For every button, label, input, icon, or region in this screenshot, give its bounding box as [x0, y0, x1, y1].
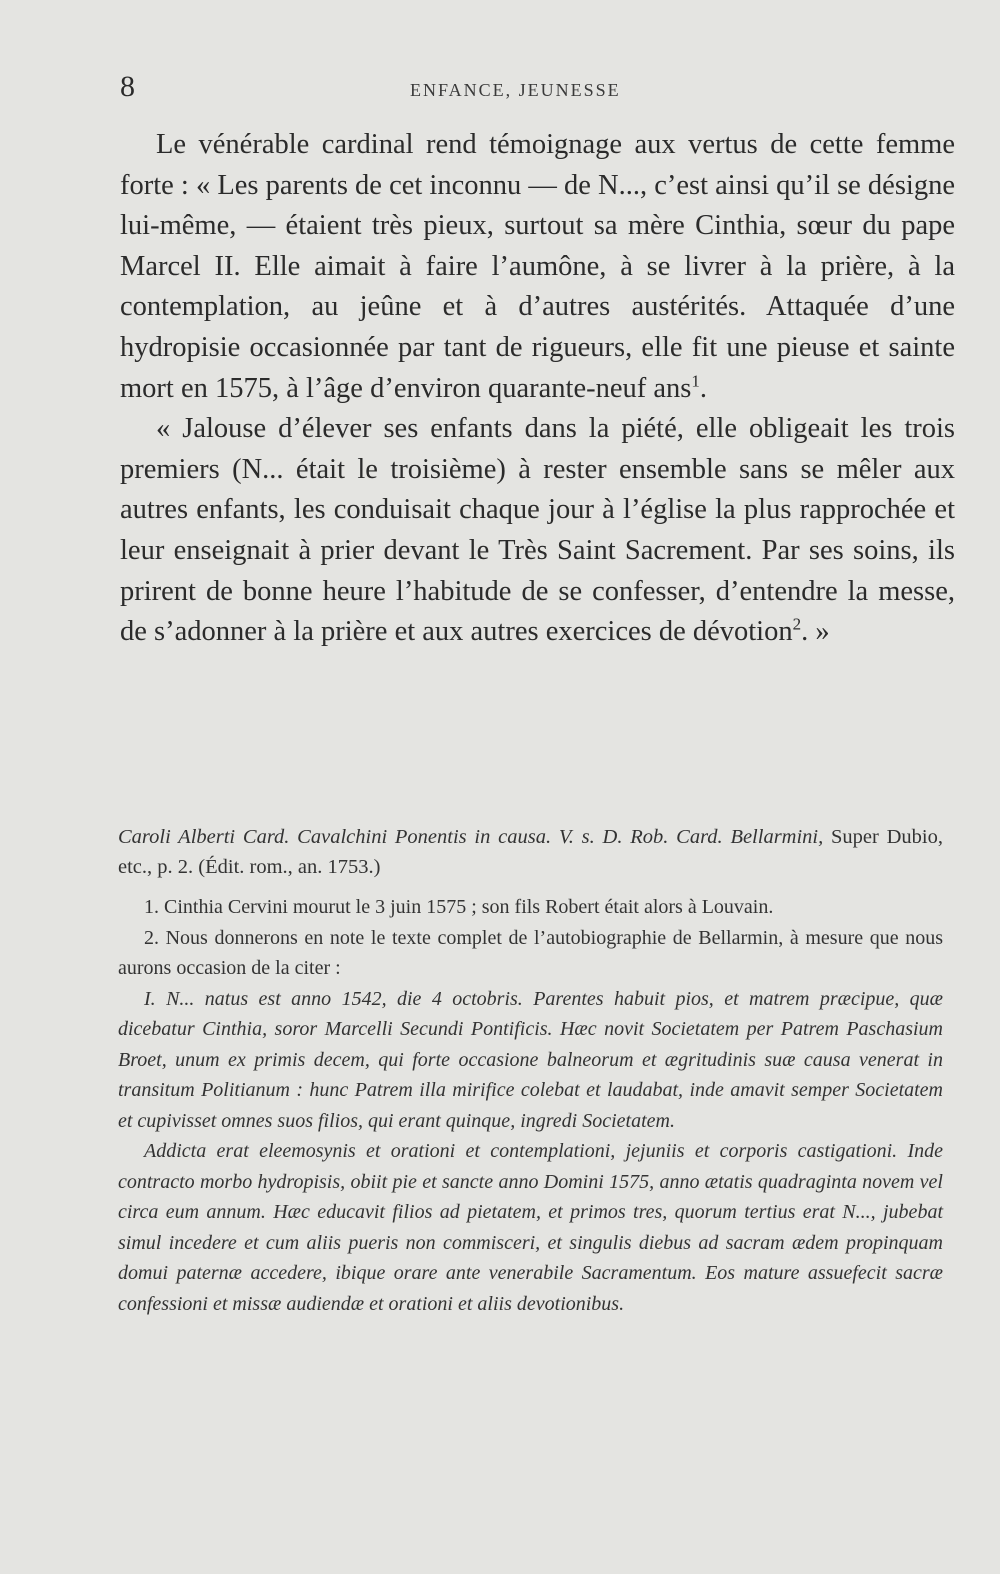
running-title: ENFANCE, JEUNESSE — [410, 80, 621, 100]
paragraph-1-end: . — [699, 372, 707, 404]
source-citation — [118, 822, 943, 882]
paragraph-1-text: Le vénérable cardinal rend témoignage aux vertus de cette femme forte : « Les parents de cet inconnu — de N..., c’est ainsi qu’il se désigne lui-même, — étaient très pieux, surtout sa mère Cinthia, sœur du pape Marcel II. Elle aimait à faire l’aumône, à se livrer à la prière, à la contemplation, au jeûne et à d’autres austérités. Attaquée d’une hydropisie occasionnée par tant de rigueurs, elle fit une pieuse et sainte mort en 1575, à l’âge d’environ quarante-neuf ans — [120, 129, 955, 404]
footnote-latin-1: I. N... natus est anno 1542, die 4 octobris. Parentes habuit pios, et matrem præcipue, quæ dicebatur Cinthia, soror Marcelli Secundi Pontificis. Hæc novit Societatem per Patrem Paschasium Broet, unum ex primis decem, qui forte occasione balneorum et ægritudinis suæ causa venerat in transitum Politianum : hunc Patrem illa mirifice colebat et laudabat, inde amavit semper Societatem et cupivisset omnes suos filios, qui erant quinque, ingredi Societatem. — [118, 987, 943, 1132]
footnote-1: 1. Cinthia Cervini mourut le 3 juin 1575 ; son fils Robert était alors à Louvain. — [144, 896, 774, 918]
footnote-2: 2. Nous donnerons en note le texte complet de l’autobiographie de Bellarmin, à mesure que nous aurons occasion de la citer : — [118, 926, 943, 979]
body-text — [120, 125, 955, 653]
body-paragraph-1 — [120, 125, 955, 409]
page-number: 8 — [120, 70, 135, 103]
source-citation-roman: Super Dubio, etc., p. 2. (Édit. rom., an. 1753.) — [118, 826, 943, 878]
footnote-latin-2: Addicta erat eleemosynis et orationi et contemplationi, jejuniis et corporis castigationi. Inde contracto morbo hydropisis, obiit pie et sancte anno Domini 1575, anno ætatis quadraginta novem vel circa eum annum. Hæc educavit filios ad pietatem, et primos tres, quorum tertius erat N..., jubebat simul incedere et cum aliis pueris non commisceri, et singulis diebus ad sacram ædem propinquam domui paternæ accedere, ibique orare ante venerabile Sacramentum. Eos mature assuefecit sacræ confessioni et missæ audiendæ et orationi et aliis devotionibus. — [118, 1140, 943, 1315]
footnote-marker-2: 2 — [792, 614, 802, 634]
paragraph-2-end: . » — [801, 616, 830, 648]
source-citation-italic: Caroli Alberti Card. Cavalchini Ponentis in causa. V. s. D. Rob. Card. Bellarmini, — [118, 826, 824, 848]
paragraph-2-text: « Jalouse d’élever ses enfants dans la piété, elle obligeait les trois premiers (N... était le troisième) à rester ensemble sans se mêler aux autres enfants, les conduisait chaque jour à l’église la plus rapprochée et leur enseignait à prier devant le Très Saint Sacrement. Par ses soins, ils prirent de bonne heure l’habitude de se confesser, d’entendre la messe, de s’adonner à la prière et aux autres exercices de dévotion — [120, 413, 955, 648]
footnote-marker-1: 1 — [691, 371, 700, 391]
footnotes — [118, 892, 943, 1319]
running-head — [120, 70, 960, 110]
body-paragraph-2 — [120, 409, 955, 653]
